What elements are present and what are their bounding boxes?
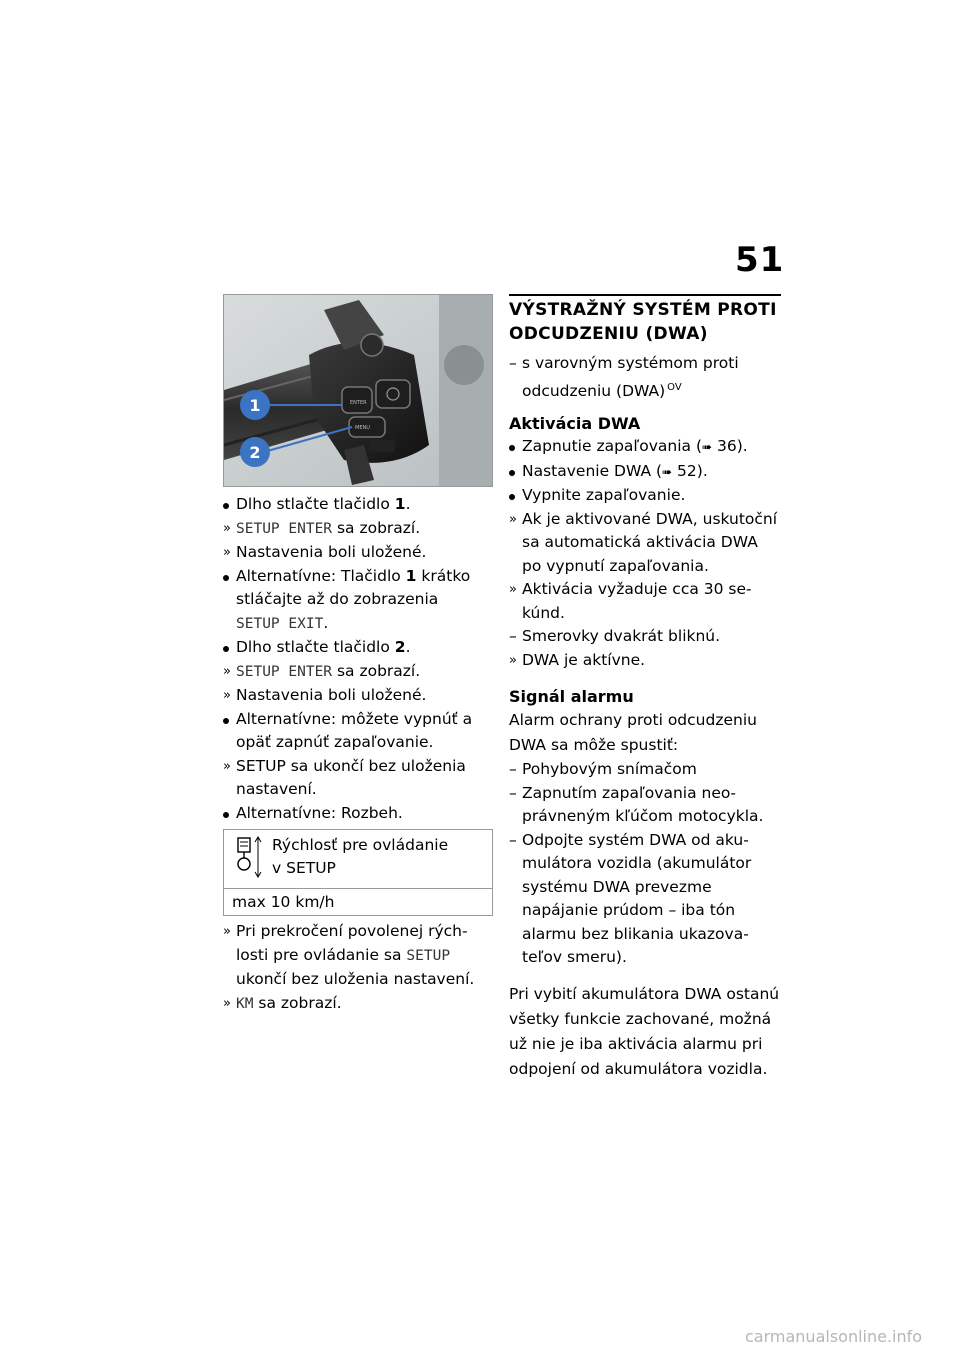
callout-2: 2 [249, 443, 261, 462]
bullet-icon [509, 494, 515, 500]
section-heading: VÝSTRAŽNÝ SYSTÉM PROTI ODCUDZENIU (DWA) [509, 294, 781, 346]
page-ref[interactable]: 36 [717, 437, 737, 456]
bullet-icon [223, 812, 229, 818]
list-item: » Aktivácia vyžaduje cca 30 sekúnd. [509, 580, 752, 622]
button-menu-label: MENU [355, 425, 370, 431]
alarm-paragraph: Alarm ochrany proti odcudzeniu DWA sa môže spustiť: [509, 711, 757, 755]
list-item: » SETUP ENTER sa zobrazí. [223, 660, 493, 685]
procedure-list-2 [223, 920, 493, 1016]
list-item: » KM sa zobrazí. [223, 992, 493, 1017]
handlebar-switch-figure [223, 294, 493, 487]
result-arrow-icon: » [223, 995, 231, 1011]
bullet-icon [509, 470, 515, 476]
list-item: » Nastavenia boli uložené. [223, 684, 493, 708]
button-enter-label: ENTER [350, 400, 367, 406]
activation-title: Aktivácia DWA [509, 414, 641, 434]
list-item: » Nastavenia boli uložené. [223, 541, 493, 565]
result-arrow-icon: » [223, 924, 231, 939]
list-item: – Smerovky dvakrát bliknú. [509, 627, 721, 646]
alarm-title: Signál alarmu [509, 687, 634, 707]
final-paragraph: Pri vybití akumulátora DWA ostanú všetky funkcie zachované, možná už nie je iba aktivácia alarmu pri odpojení od akumulátora vozidla. [509, 984, 780, 1078]
bullet-icon [509, 445, 515, 451]
bullet-icon [223, 646, 229, 652]
spec-label-line2: v SETUP [272, 859, 336, 877]
activation-list [509, 435, 781, 672]
list-item: – Zapnutím zapaľovania neoprávneným kľúčom motocykla. [509, 783, 764, 826]
alarm-list [509, 758, 781, 970]
result-arrow-icon: » [223, 663, 231, 679]
result-arrow-icon: » [223, 520, 231, 536]
equipment-superscript: OV [667, 381, 682, 393]
list-item: Zapnutie zapaľovania (➠ 36). [509, 435, 781, 460]
speed-spec-table [223, 829, 493, 916]
speedometer-limit-icon [232, 834, 262, 880]
handlebar-switch-illustration [224, 295, 492, 486]
list-item: – Pohybovým snímačom [509, 760, 697, 779]
list-item: Dlho stlačte tlačidlo 2. [223, 636, 493, 660]
bullet-icon [223, 575, 229, 581]
list-item: Alternatívne: Rozbeh. [223, 802, 493, 826]
list-item: Alternatívne: môžete vypnúť a opäť zapnúť zapaľovanie. [223, 708, 493, 755]
result-arrow-icon: » [223, 758, 231, 774]
page-ref-arrow-icon: ➠ [702, 440, 713, 455]
result-arrow-icon: » [509, 582, 517, 598]
bullet-icon [223, 503, 229, 509]
page-number: 51 [735, 240, 785, 280]
list-item: Alternatívne: Tlačidlo 1 krátko stláčajte až do zobrazenia [223, 565, 493, 612]
left-column [223, 294, 493, 1016]
result-arrow-icon: » [223, 688, 231, 703]
callout-1: 1 [249, 396, 261, 415]
list-item: SETUP EXIT. [236, 613, 329, 632]
result-arrow-icon: » [509, 511, 517, 527]
procedure-list [223, 493, 493, 825]
list-item: Dlho stlačte tlačidlo 1. [223, 493, 493, 517]
spec-header [224, 830, 492, 889]
page-ref-arrow-icon: ➠ [662, 464, 673, 479]
list-item: » Ak je aktivované DWA, uskutoční sa automatická aktivácia DWA po vypnutí zapaľovania. [509, 509, 778, 575]
list-item: » SETUP sa ukončí bez uloženia nastavení. [223, 756, 466, 798]
intro-item: – s varovným systémom proti odcudzeniu (DWA) $^{OV}$ [509, 354, 739, 400]
spec-label-line1: Rýchlosť pre ovládanie [272, 836, 449, 854]
watermark: carmanualsonline.info [745, 1327, 923, 1346]
result-arrow-icon: » [223, 545, 231, 560]
list-item: – Odpojte systém DWA od akumulátora vozidla (akumulátor systému DWA prevezme napájanie prúdom – iba tón alarmu bez blikania ukazovateľov smeru). [509, 830, 752, 967]
spec-value: max 10 km/h [232, 893, 335, 911]
right-column [509, 294, 781, 1082]
result-arrow-icon: » [509, 652, 517, 668]
list-item: Nastavenie DWA (➠ 52). [509, 460, 781, 485]
list-item: » Pri prekročení povolenej rýchlosti pre ovládanie sa SETUP ukončí bez uloženia nastavení. [223, 922, 475, 988]
list-item: » SETUP ENTER sa zobrazí. [223, 517, 493, 542]
bullet-icon [223, 718, 229, 724]
list-item: » DWA je aktívne. [509, 649, 781, 673]
page-ref[interactable]: 52 [677, 461, 697, 480]
list-item: Vypnite zapaľovanie. [509, 484, 781, 508]
